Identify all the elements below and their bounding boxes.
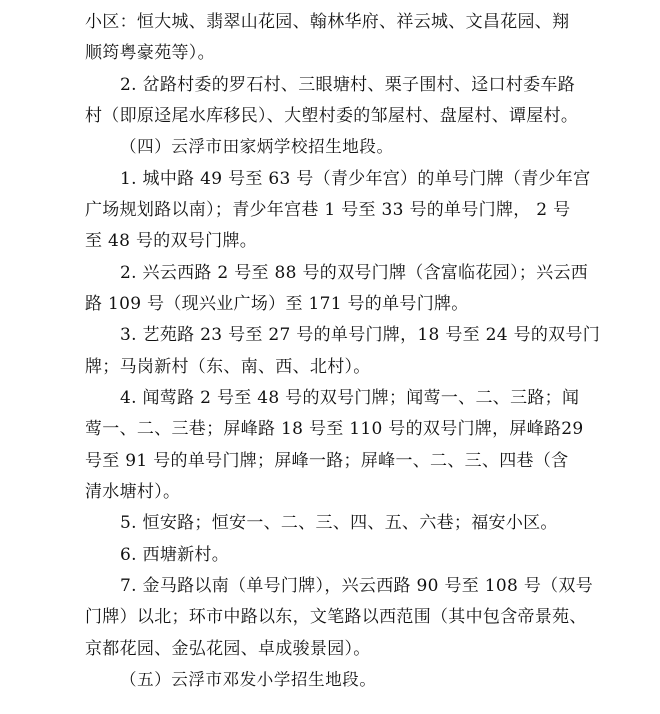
section-heading: （四）云浮市田家炳学校招生地段。 <box>120 137 394 156</box>
section-heading: （五）云浮市邓发小学招生地段。 <box>120 670 377 689</box>
text-line: 4. 闻莺路 2 号至 48 号的双号门牌；闻莺一、二、三路；闻 <box>120 388 580 408</box>
text-line: 至 48 号的双号门牌。 <box>85 231 258 251</box>
text-line: 3. 艺苑路 23 号至 27 号的单号门牌，18 号至 24 号的双号门 <box>120 325 601 345</box>
text-line: 牌；马岗新村（东、南、西、北村）。 <box>85 357 371 377</box>
text-line: 村（即原迳尾水库移民）、大塱村委的邹屋村、盘屋村、谭屋村。 <box>85 106 579 126</box>
text-line: 京都花园、金弘花园、卓成骏景园）。 <box>85 639 371 659</box>
text-line: 2. 岔路村委的罗石村、三眼塘村、栗子围村、迳口村委车路 <box>120 75 576 95</box>
text-line: 5. 恒安路；恒安一、二、三、四、五、六巷；福安小区。 <box>120 513 558 533</box>
text-line: 广场规划路以南）；青少年宫巷 1 号至 33 号的单号门牌， 2 号 <box>85 200 571 220</box>
text-line: 6. 西塘新村。 <box>120 545 230 565</box>
text-line: 小区：恒大城、翡翠山花园、翰林华府、祥云城、文昌花园、翔 <box>85 12 570 32</box>
text-line: 清水塘村）。 <box>85 482 181 502</box>
text-line: 2. 兴云西路 2 号至 88 号的双号门牌（含富临花园）；兴云西 <box>120 263 589 283</box>
text-line: 路 109 号（现兴业广场）至 171 号的单号门牌。 <box>85 294 469 314</box>
text-line: 莺一、二、三巷；屏峰路 18 号至 110 号的双号门牌，屏峰路29 <box>85 419 584 439</box>
text-line: 顺筠粤豪苑等）。 <box>85 43 215 63</box>
text-line: 7. 金马路以南（单号门牌），兴云西路 90 号至 108 号（双号 <box>120 576 594 596</box>
text-line: 号至 91 号的单号门牌；屏峰一路；屏峰一、二、三、四巷（含 <box>85 451 569 471</box>
text-line: 1. 城中路 49 号至 63 号（青少年宫）的单号门牌（青少年宫 <box>120 169 591 189</box>
text-line: 门牌）以北；环市中路以东，文笔路以西范围（其中包含帝景苑、 <box>85 607 587 627</box>
